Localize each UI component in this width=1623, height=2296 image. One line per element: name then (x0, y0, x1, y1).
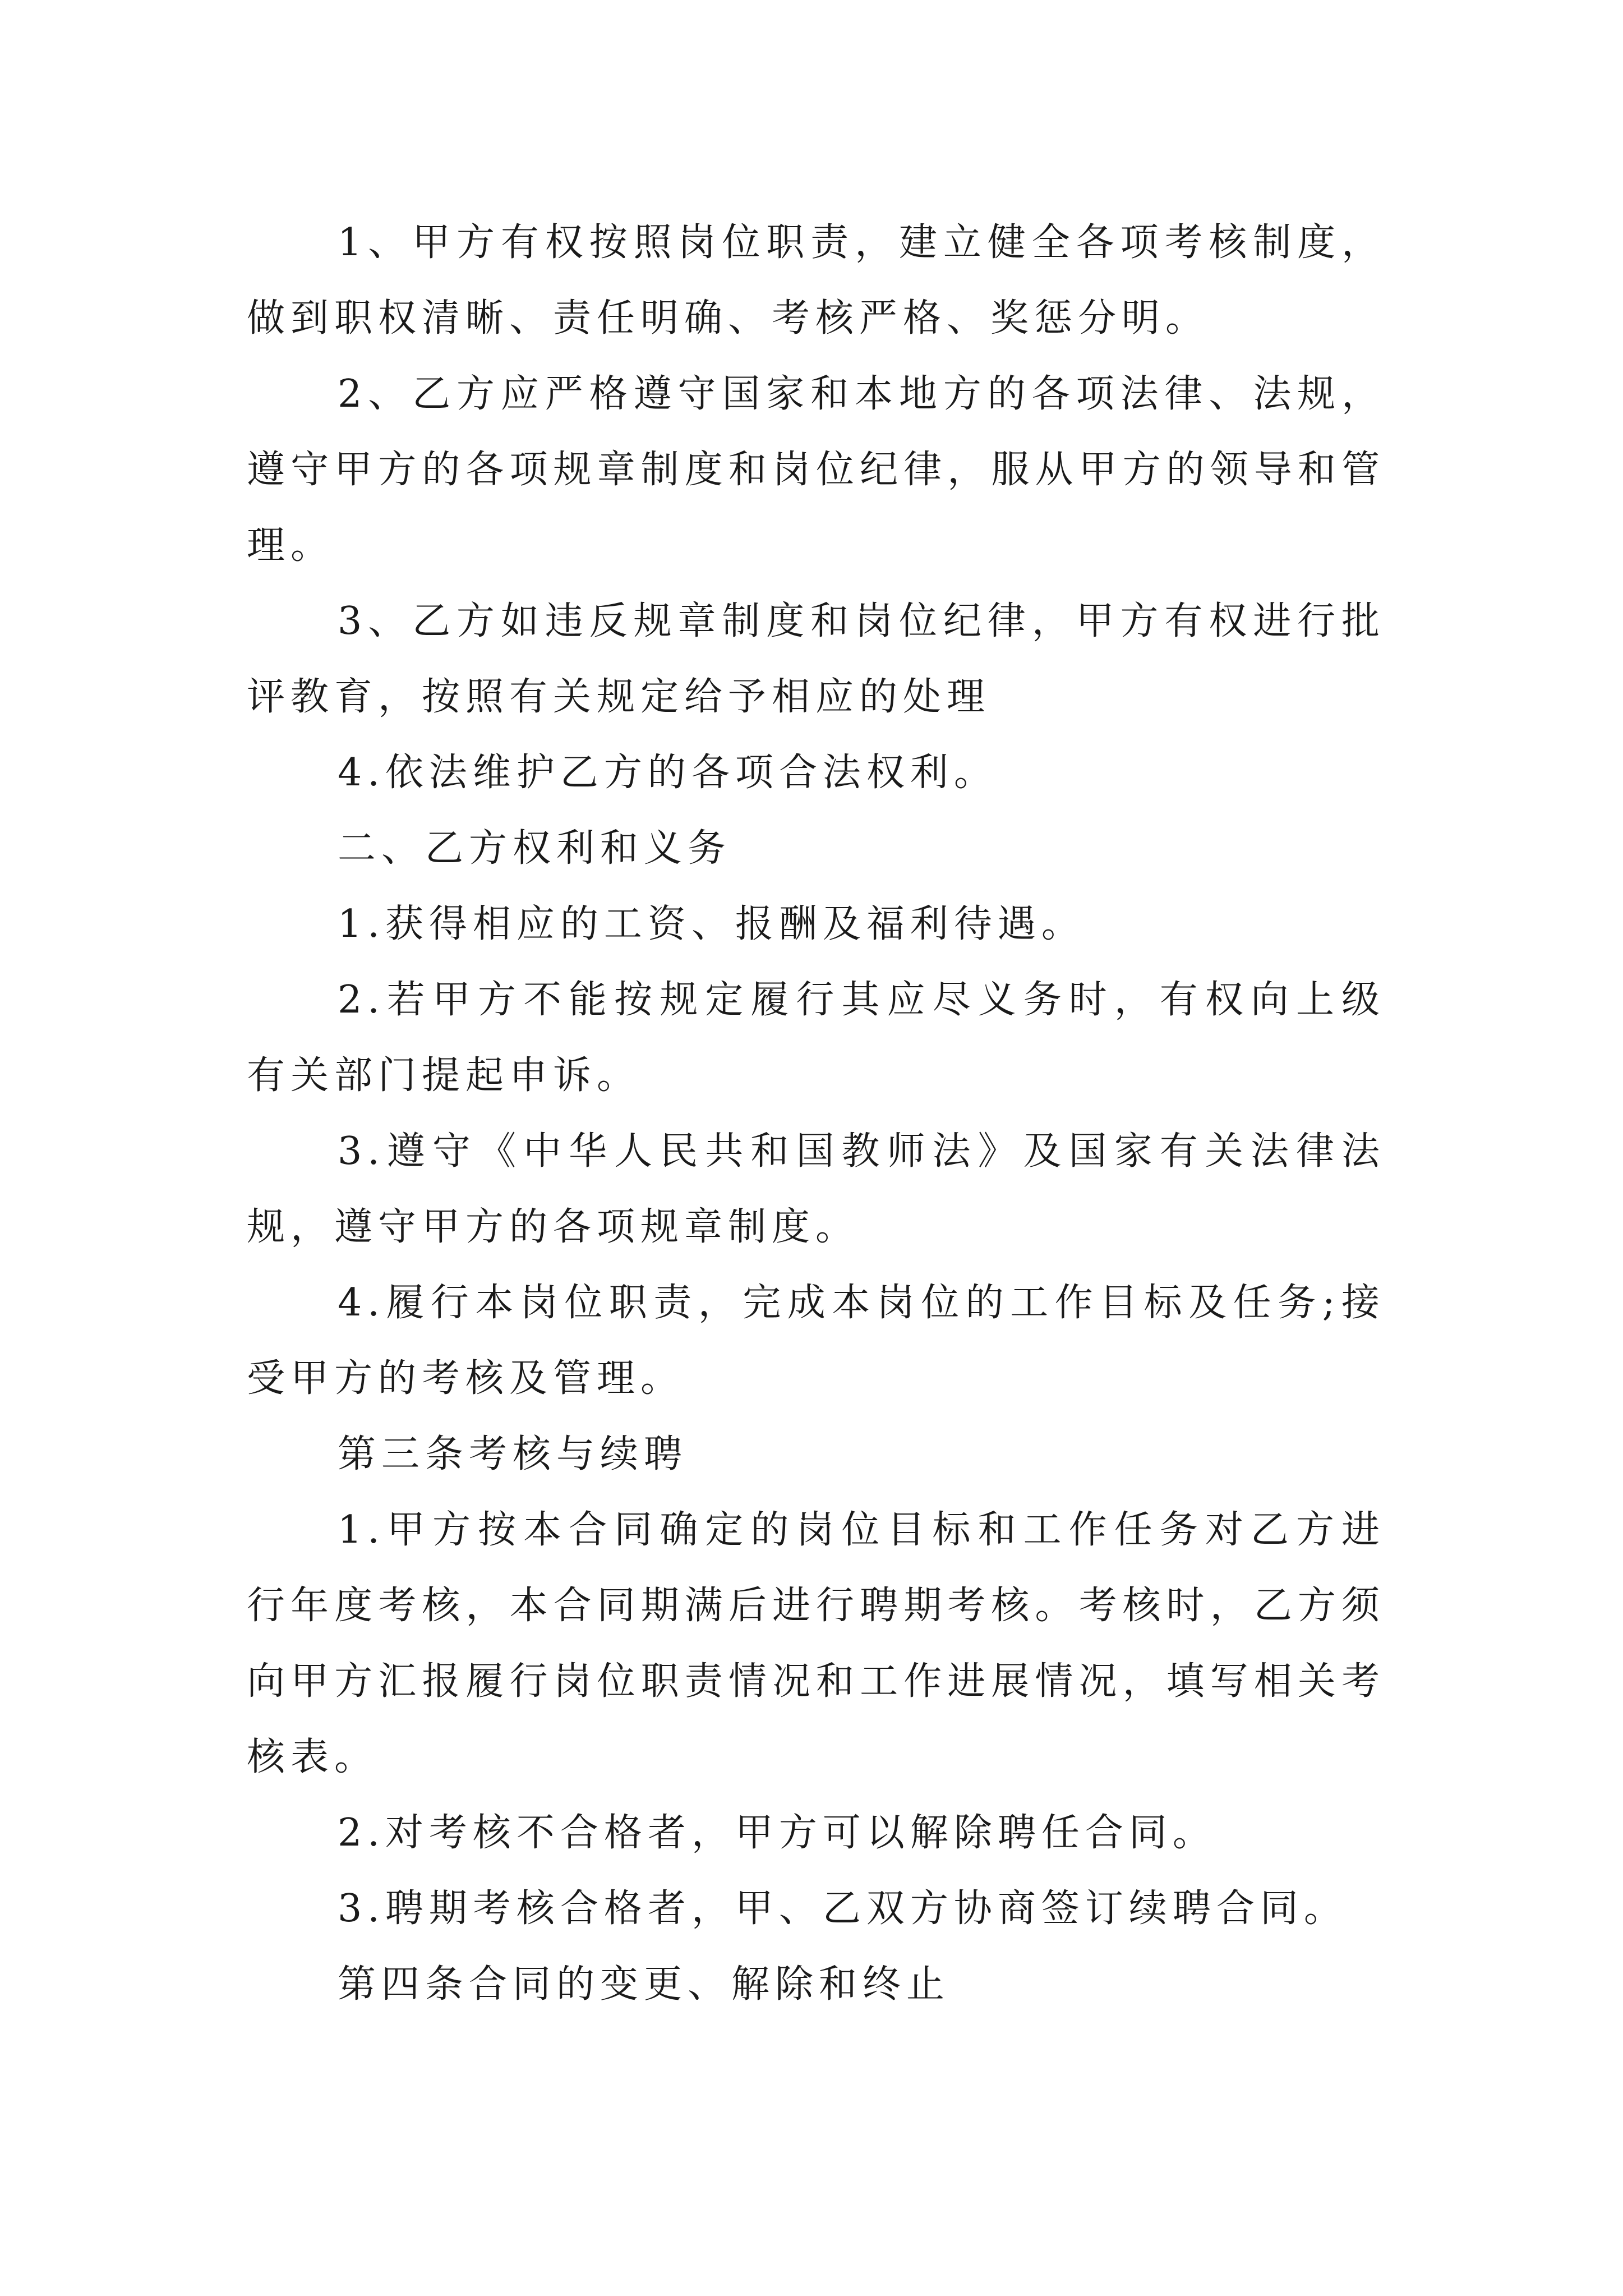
paragraph-annual-assessment: 1.甲方按本合同确定的岗位目标和工作任务对乙方进行年度考核，本合同期满后进行聘期考核。考核时，乙方须向甲方汇报履行岗位职责情况和工作进展情况，填写相关考核表。 (247, 1508, 1385, 1779)
article-heading-contract-change: 第四条合同的变更、解除和终止 (338, 1962, 951, 2007)
article-heading-assessment-renewal: 第三条考核与续聘 (338, 1432, 688, 1476)
paragraph-salary-benefits: 1.获得相应的工资、报酬及福利待遇。 (338, 902, 1085, 946)
paragraph-appeal-right: 2.若甲方不能按规定履行其应尽义务时，有权向上级有关部门提起申诉。 (247, 978, 1385, 1098)
paragraph-party-a-assessment-right: 1、甲方有权按照岗位职责，建立健全各项考核制度，做到职权清晰、责任明确、考核严格、奖惩分明。 (247, 220, 1385, 341)
paragraph-protect-rights: 4.依法维护乙方的各项合法权利。 (338, 751, 998, 795)
paragraph-violation-handling: 3、乙方如违反规章制度和岗位纪律，甲方有权进行批评教育，按照有关规定给予相应的处理 (247, 599, 1385, 719)
paragraph-job-duties: 4.履行本岗位职责，完成本岗位的工作目标及任务;接受甲方的考核及管理。 (247, 1281, 1385, 1401)
paragraph-renewal-contract: 3.聘期考核合格者，甲、乙双方协商签订续聘合同。 (338, 1887, 1348, 1931)
paragraph-teacher-law: 3.遵守《中华人民共和国教师法》及国家有关法律法规，遵守甲方的各项规章制度。 (247, 1129, 1385, 1249)
paragraph-party-b-comply-laws: 2、乙方应严格遵守国家和本地方的各项法律、法规，遵守甲方的各项规章制度和岗位纪律，服从甲方的领导和管理。 (247, 372, 1385, 568)
section-heading-party-b-rights: 二、乙方权利和义务 (338, 826, 732, 871)
paragraph-unqualified-termination: 2.对考核不合格者，甲方可以解除聘任合同。 (338, 1811, 1216, 1855)
document-body (247, 205, 1385, 2022)
